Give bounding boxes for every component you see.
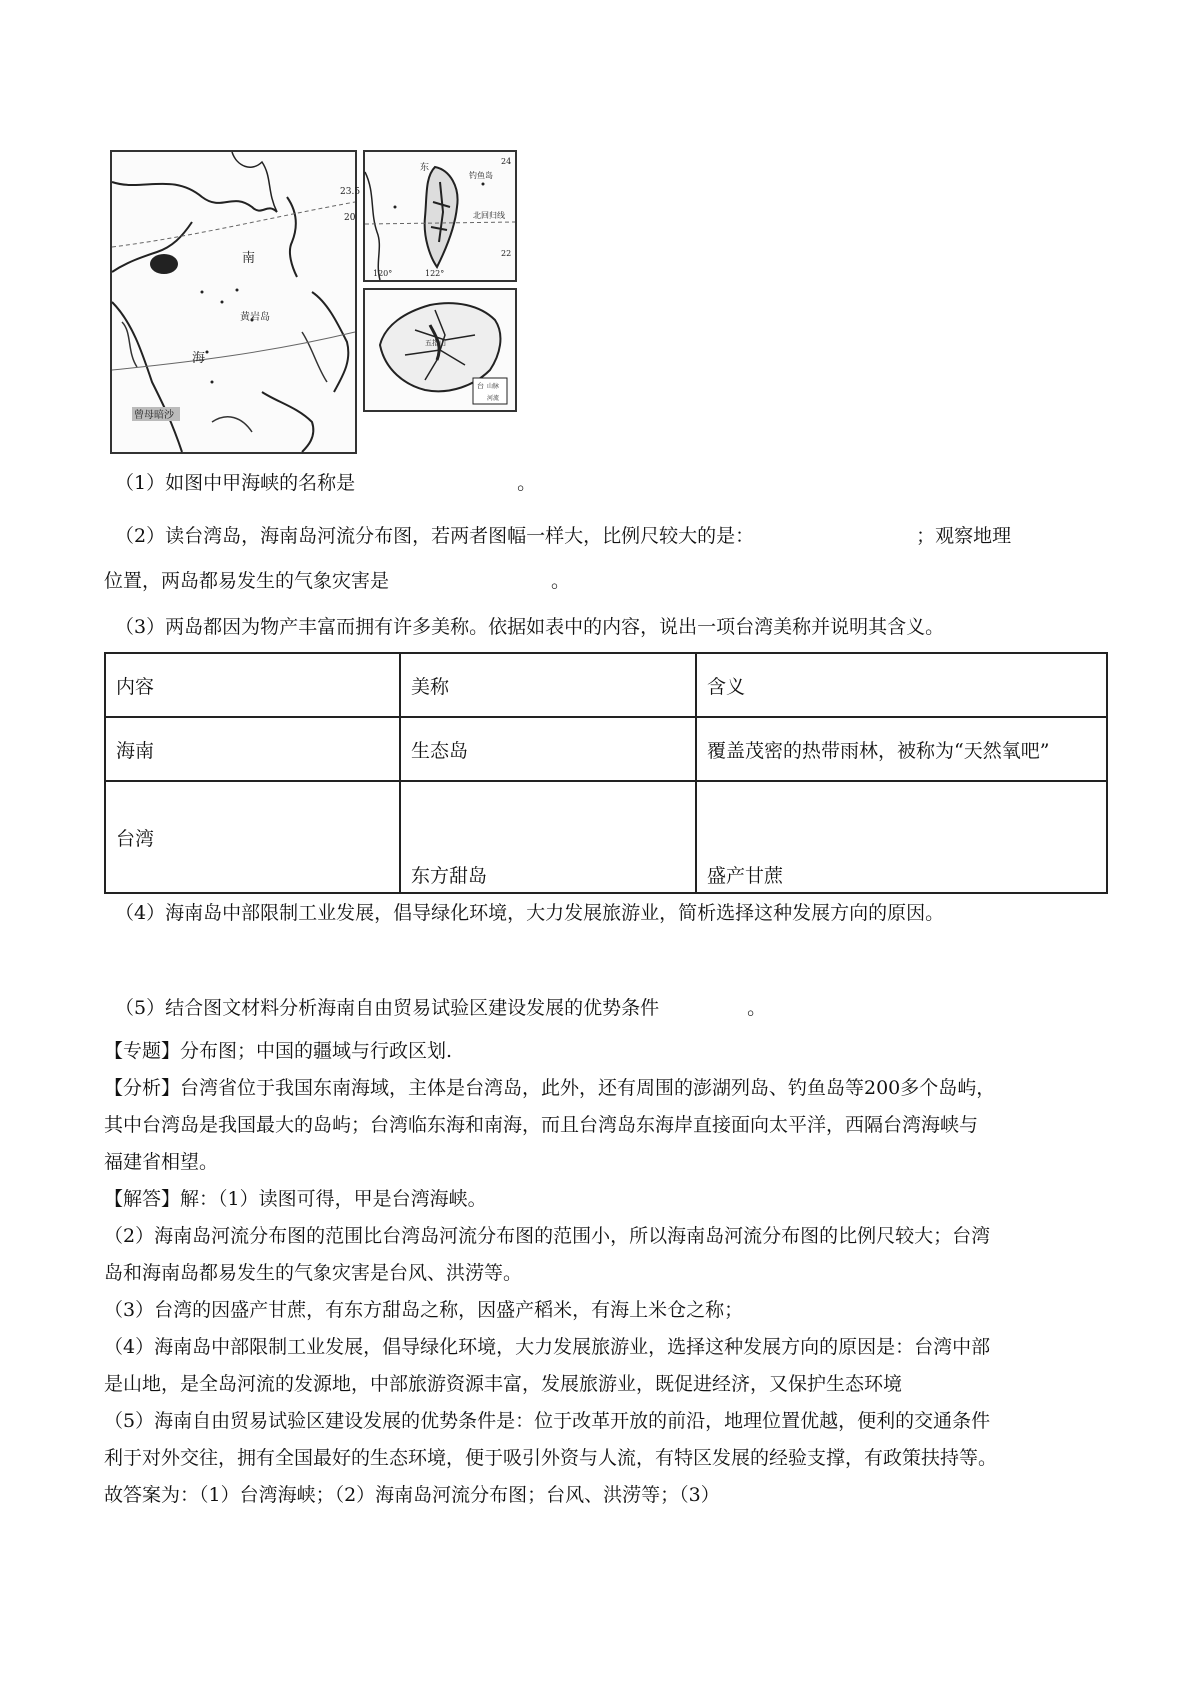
solution-line: 利于对外交往，拥有全国最好的生态环境，便于吸引外资与人流，有特区发展的经验支撑，有政策扶持等。 [104,1447,998,1469]
solution-line: （5）海南自由贸易试验区建设发展的优势条件是：位于改革开放的前沿，地理位置优越，便利的交通条件 [104,1410,991,1432]
question-3-text: （3）两岛都因为物产丰富而拥有许多美称。依据如表中的内容，说出一项台湾美称并说明其含义。 [115,616,945,638]
south-china-sea-map-drawing [112,152,361,452]
question-2-text: （2）读台湾岛，海南岛河流分布图，若两者图幅一样大，比例尺较大的是： [115,525,755,547]
analysis-line: 【分析】台湾省位于我国东南海域，主体是台湾岛，此外，还有周围的澎湖列岛、钓鱼岛等200多个岛屿， [104,1077,996,1099]
map-label: 黄岩岛 [240,312,270,323]
solution-line: 是山地，是全岛河流的发源地，中部旅游资源丰富，发展旅游业，既促进经济，又保护生态环境 [104,1373,903,1395]
answer-topic [104,1038,452,1064]
table-row [105,717,1107,781]
question-2-line-1 [115,523,1011,549]
solution-line: 故答案为：（1）台湾海峡；（2）海南岛河流分布图；台风、洪涝等；（3） [104,1484,720,1506]
analysis-line: 其中台湾岛是我国最大的岛屿；台湾临东海和南海，而且台湾岛东海岸直接面向太平洋，西隔台湾海峡与 [104,1114,979,1136]
table-cell [400,781,696,893]
map-label: 钓鱼岛 [469,171,493,180]
question-1 [115,470,536,496]
map-label: 曾母暗沙 [134,410,174,421]
table-row [105,781,1107,893]
question-2-line-2 [104,568,570,594]
map-label: 东 [420,163,430,173]
map-label: 五指山 [425,339,446,347]
map-label: 122° [425,269,445,278]
solution-line: 岛和海南岛都易发生的气象灾害是台风、洪涝等。 [104,1262,523,1284]
question-5-text: （5）结合图文材料分析海南自由贸易试验区建设发展的优势条件 [115,997,660,1019]
taiwan-map-drawing [365,152,515,280]
table-header-cell: 内容 [105,653,400,717]
table-header-row [105,653,1107,717]
table-cell: 生态岛 [400,717,696,781]
question-2-suffix-2: 。 [551,570,571,592]
table-cell-text: 盛产甘蔗 [707,865,784,887]
table-cell: 海南 [105,717,400,781]
question-4 [115,900,944,926]
analysis-line: 福建省相望。 [104,1151,219,1173]
map-label: 南 [242,251,256,266]
solution-line: （3）台湾的因盛产甘蔗，有东方甜岛之称，因盛产稻米，有海上米仓之称； [104,1299,744,1321]
question-3 [115,614,944,640]
table-header-cell: 美称 [400,653,696,717]
map-label: 海 [192,351,206,366]
map-label: 河流 [487,395,500,402]
south-china-sea-map [110,150,361,454]
table-cell-text: 东方甜岛 [411,865,488,887]
question-2-text-2: 位置，两岛都易发生的气象灾害是 [104,570,390,592]
map-label: 24 [501,157,512,166]
map-label: 山脉 [487,383,500,390]
table-cell: 台湾 [105,781,400,893]
solution-line: （2）海南岛河流分布图的范围比台湾岛河流分布图的范围小，所以海南岛河流分布图的比例尺较大；台湾 [104,1225,991,1247]
table-cell [696,781,1107,893]
question-5 [115,995,766,1021]
map-label: 台 [477,382,484,390]
table-cell: 覆盖茂密的热带雨林，被称为“天然氧吧” [696,717,1107,781]
question-2-suffix: ；观察地理 [916,525,1012,547]
answer-topic-text: 【专题】分布图；中国的疆域与行政区划. [104,1040,453,1062]
question-4-text: （4）海南岛中部限制工业发展，倡导绿化环境，大力发展旅游业，简析选择这种发展方向的原因。 [115,902,945,924]
question-1-text: （1）如图中甲海峡的名称是 [115,472,356,494]
taiwan-map [363,150,517,282]
map-label: 22 [501,249,512,258]
question-5-suffix: 。 [747,997,767,1019]
map-label: 20 [344,213,356,223]
maps-figure [110,150,570,455]
islands-table [104,652,1108,894]
hainan-map [363,288,517,412]
question-1-suffix: 。 [517,472,537,494]
map-label: 120° [373,269,393,278]
map-label: 北回归线 [473,211,505,220]
hainan-map-drawing [365,290,515,410]
solution-line: 【解答】解：（1）读图可得，甲是台湾海峡。 [104,1188,487,1210]
solution-line: （4）海南岛中部限制工业发展，倡导绿化环境，大力发展旅游业，选择这种发展方向的原因是：台湾中部 [104,1336,991,1358]
table-header-cell: 含义 [696,653,1107,717]
map-label: 23.5 [340,187,361,197]
